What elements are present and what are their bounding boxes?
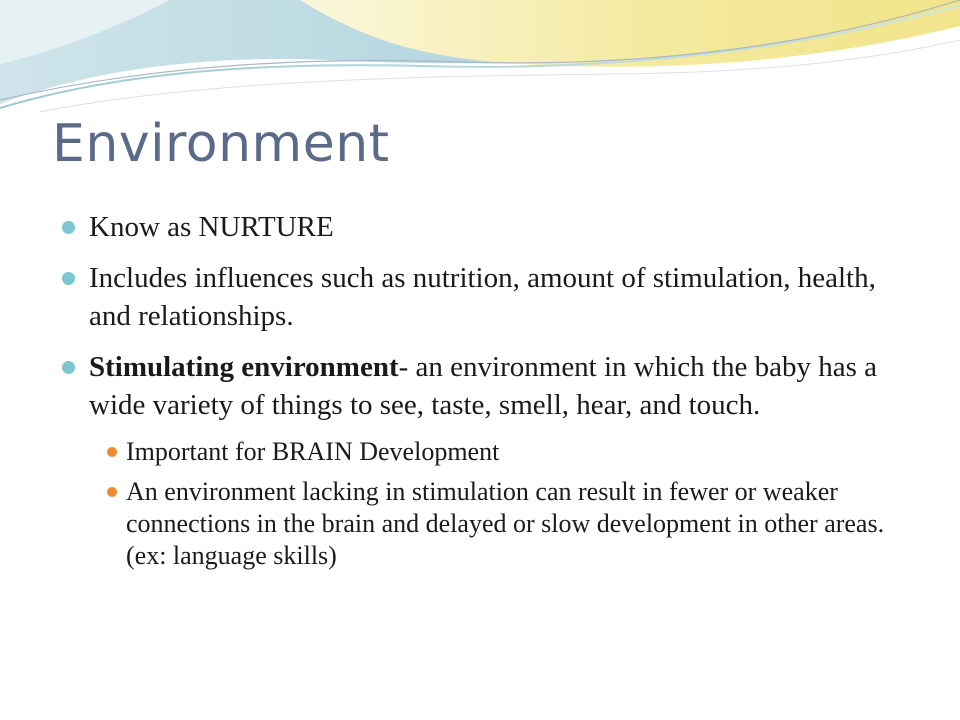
sub-bullet-item [89, 476, 900, 572]
bullet-list [60, 208, 900, 585]
bullet-term: Stimulating environment [89, 351, 399, 383]
slide-title: Environment [52, 114, 390, 174]
bullet-text: Includes influences such as nutrition, amount of stimulation, health, and relationships. [89, 262, 876, 332]
bullet-item [60, 259, 900, 335]
sub-bullet-list [89, 436, 900, 572]
sub-bullet-item [89, 436, 900, 468]
bullet-item [60, 348, 900, 572]
sub-bullet-text: Important for BRAIN Development [126, 437, 500, 466]
bullet-item [60, 208, 900, 246]
bullet-text: - an environment in which the baby has a wide variety of things to see, taste, smell, hear, and touch. [89, 351, 877, 421]
bullet-text: Know as NURTURE [89, 211, 334, 243]
bullet-dot-icon [62, 221, 75, 234]
bullet-dot-icon [62, 361, 75, 374]
sub-bullet-dot-icon [107, 487, 117, 497]
sub-bullet-dot-icon [107, 447, 117, 457]
sub-bullet-text: An environment lacking in stimulation can result in fewer or weaker connections in the brain and delayed or slow development in other areas. (ex: language skills) [126, 477, 885, 570]
bullet-dot-icon [62, 272, 75, 285]
